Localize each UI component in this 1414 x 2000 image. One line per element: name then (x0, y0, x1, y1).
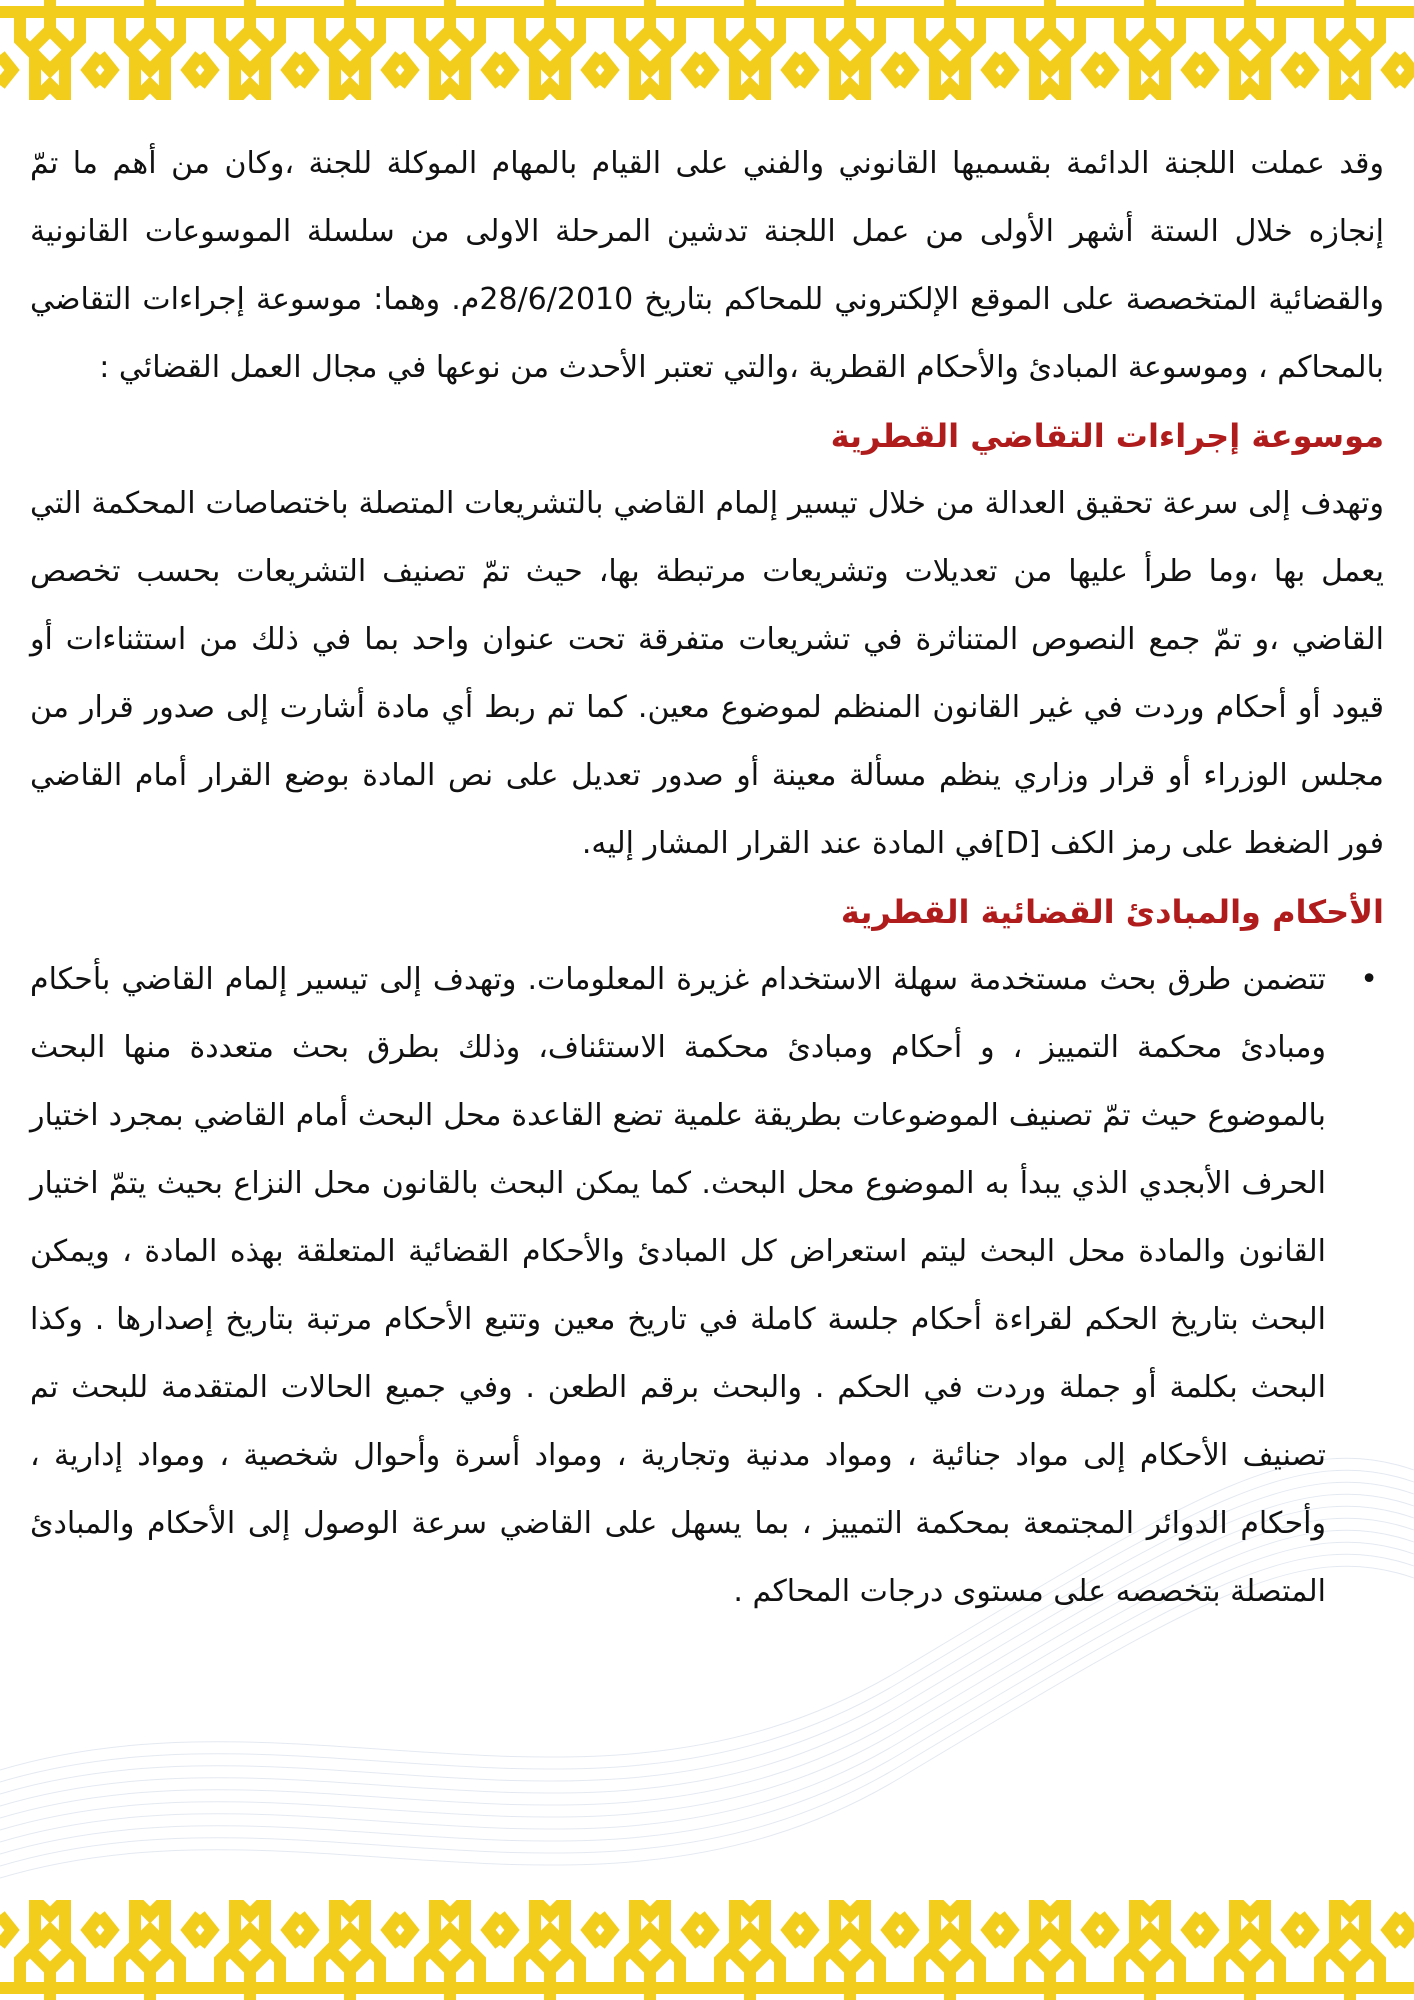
section-heading-judicial-principles: الأحكام والمبادئ القضائية القطرية (840, 893, 1384, 931)
document-body (30, 130, 1384, 1626)
section-heading-litigation-procedures: موسوعة إجراءات التقاضي القطرية (830, 417, 1384, 455)
bullet-icon: • (1360, 962, 1378, 997)
bottom-decorative-border (0, 1900, 1414, 2000)
list-item (30, 946, 1378, 1626)
judicial-principles-text: تتضمن طرق بحث مستخدمة سهلة الاستخدام غزيرة المعلومات. وتهدف إلى تيسير إلمام القاضي بأحكام ومبادئ محكمة التمييز ، و أحكام ومبادئ محكمة الاستئناف، وذلك بطرق بحث متعددة منها البحث بالموضوع حيث تمّ تصنيف الموضوعات بطريقة علمية تضع القاعدة محل البحث أمام القاضي بمجرد اختيار الحرف الأبجدي الذي يبدأ به الموضوع محل البحث. كما يمكن البحث بالقانون محل النزاع بحيث يتمّ اختيار القانون والمادة محل البحث ليتم استعراض كل المبادئ والأحكام القضائية المتعلقة بهذه المادة ، ويمكن البحث بتاريخ الحكم لقراءة أحكام جلسة كاملة في تاريخ معين وتتبع الأحكام مرتبة بتاريخ إصدارها . وكذا البحث بكلمة أو جملة وردت في الحكم . والبحث برقم الطعن . وفي جميع الحالات المتقدمة للبحث تم تصنيف الأحكام إلى مواد جنائية ، ومواد مدنية وتجارية ، ومواد أسرة وأحوال شخصية ، ومواد إدارية ، وأحكام الدوائر المجتمعة بمحكمة التمييز ، بما يسهل على القاضي سرعة الوصول إلى الأحكام والمبادئ المتصلة بتخصصه على مستوى درجات المحاكم . (30, 962, 1326, 1609)
judicial-principles-list (30, 946, 1384, 1626)
litigation-procedures-paragraph: وتهدف إلى سرعة تحقيق العدالة من خلال تيسير إلمام القاضي بالتشريعات المتصلة باختصاصات المحكمة التي يعمل بها ،وما طرأ عليها من تعديلات وتشريعات مرتبطة بها، حيث تمّ تصنيف التشريعات بحسب تخصص القاضي ،و تمّ جمع النصوص المتناثرة في تشريعات متفرقة تحت عنوان واحد بما في ذلك من استثناءات أو قيود أو أحكام وردت في غير القانون المنظم لموضوع معين. كما تم ربط أي مادة أشارت إلى صدور قرار من مجلس الوزراء أو قرار وزاري ينظم مسألة معينة أو صدور تعديل على نص المادة بوضع القرار أمام القاضي فور الضغط على رمز الكف [D]في المادة عند القرار المشار إليه. (30, 486, 1384, 861)
islamic-geometric-pattern-icon (0, 1900, 1414, 2000)
top-decorative-border (0, 0, 1414, 100)
islamic-geometric-pattern-icon (0, 0, 1414, 100)
intro-paragraph: وقد عملت اللجنة الدائمة بقسميها القانوني والفني على القيام بالمهام الموكلة للجنة ،وكان من أهم ما تمّ إنجازه خلال الستة أشهر الأولى من عمل اللجنة تدشين المرحلة الاولى من سلسلة الموسوعات القانونية والقضائية المتخصصة على الموقع الإلكتروني للمحاكم بتاريخ 28/6/2010م. وهما: موسوعة إجراءات التقاضي بالمحاكم ، وموسوعة المبادئ والأحكام القطرية ،والتي تعتبر الأحدث من نوعها في مجال العمل القضائي : (30, 146, 1384, 385)
